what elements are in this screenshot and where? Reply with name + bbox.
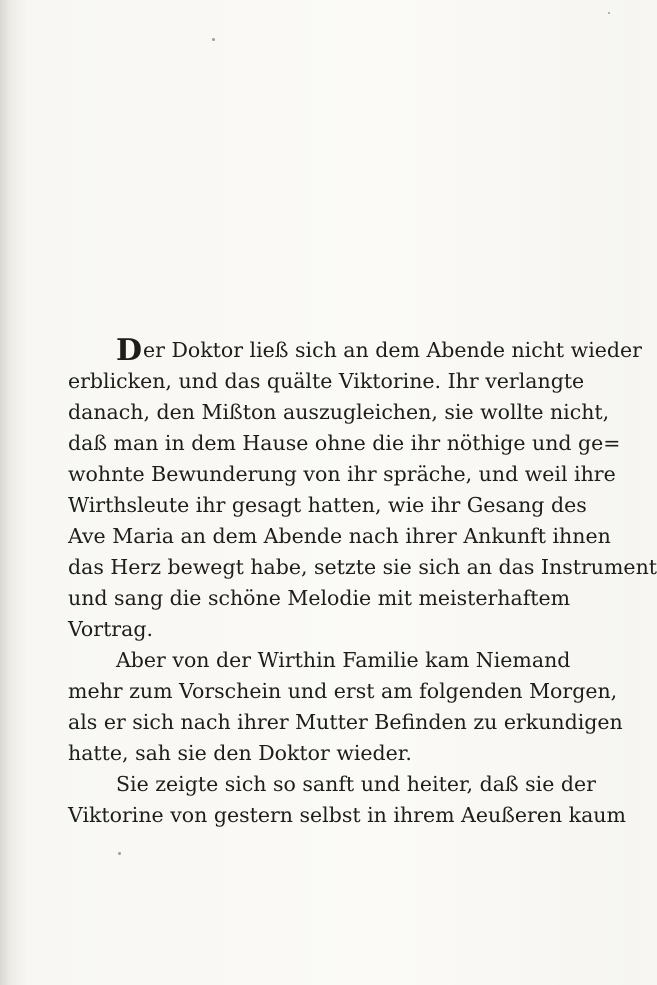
text-line: hatte, sah sie den Doktor wieder. [68, 741, 412, 765]
text-line: Aber von der Wirthin Familie kam Niemand [116, 648, 571, 672]
text-line: daß man in dem Hause ohne die ihr nöthige und ge= [68, 431, 621, 455]
text-line: Vortrag. [68, 617, 153, 641]
text-line: als er sich nach ihrer Mutter Befinden zu erkundigen [68, 710, 623, 734]
body-text [68, 333, 657, 831]
text-line-content: er Doktor ließ sich an dem Abende nicht wieder [143, 338, 642, 362]
page-speckle [608, 12, 610, 14]
text-line: erblicken, und das quälte Viktorine. Ihr verlangte [68, 369, 585, 393]
text-line: Viktorine von gestern selbst in ihrem Aeußeren kaum [68, 803, 626, 827]
text-line: und sang die schöne Melodie mit meisterhaftem [68, 586, 571, 610]
page-speckle [212, 38, 215, 41]
page-speckle [118, 852, 121, 855]
text-line: mehr zum Vorschein und erst am folgenden Morgen, [68, 679, 618, 703]
text-line: Wirthsleute ihr gesagt hatten, wie ihr Gesang des [68, 493, 587, 517]
drop-cap: D [116, 333, 143, 368]
text-line: danach, den Mißton auszugleichen, sie wollte nicht, [68, 400, 610, 424]
text-line [68, 333, 642, 368]
text-line: Ave Maria an dem Abende nach ihrer Ankunft ihnen [68, 524, 611, 548]
text-line: Sie zeigte sich so sanft und heiter, daß sie der [116, 772, 596, 796]
text-line: das Herz bewegt habe, setzte sie sich an das Instrument [68, 555, 657, 579]
text-line: wohnte Bewunderung von ihr spräche, und weil ihre [68, 462, 616, 486]
